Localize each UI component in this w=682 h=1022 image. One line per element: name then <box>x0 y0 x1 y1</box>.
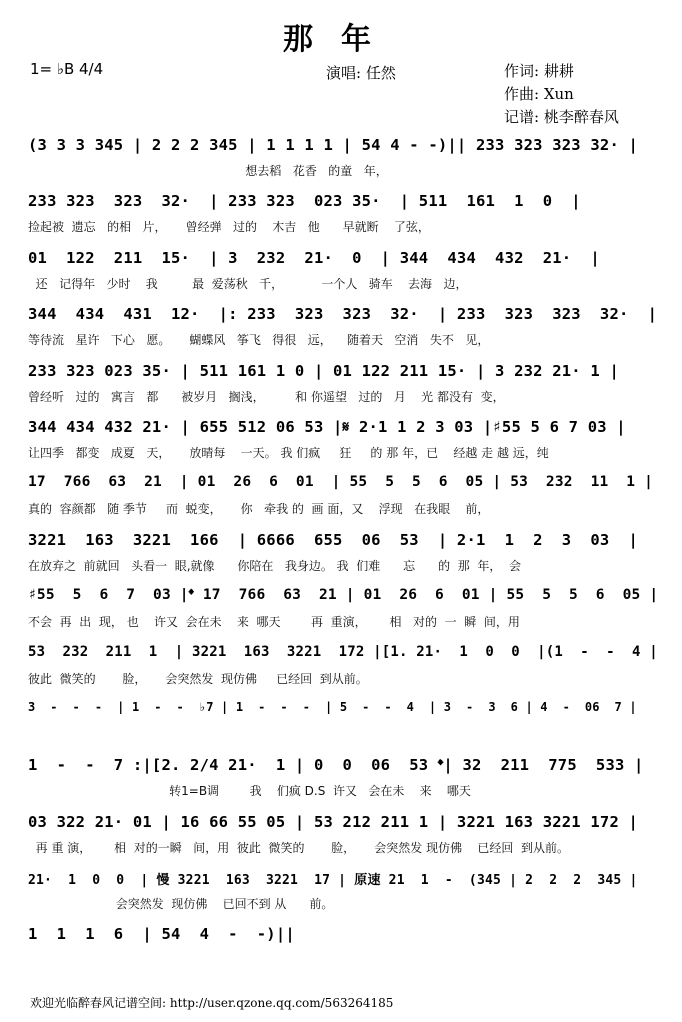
transcriber-credit: 记谱: 桃李醉春风 <box>504 108 619 126</box>
lyrics-line: 捡起被 遗忘 的相 片， 曾经弹 过的 木吉 他 早就断 了弦， <box>28 220 430 235</box>
lyrics-line: 等待流 星许 下心 愿。 蝴蝶风 筝飞 得很 远， 随着天 空消 失不 见， <box>28 333 490 348</box>
notation-line: (3 3 3 345 | 2 2 2 345 | 1 1 1 1 | 54 4 - -)|| 233 323 323 32· | <box>28 136 639 154</box>
notation-line: 01 122 211 15· | 3 232 21· 0 | 344 434 432 21· | <box>28 248 600 267</box>
score-system <box>28 412 658 468</box>
lyrics-line: 还 记得年 少时 我 最 爱荡秋 千， 一个人 骑车 去海 边， <box>28 276 468 291</box>
notation-line: 3221 163 3221 166 | 6666 655 06 53 | 2·1 1 2 3 03 | <box>28 530 639 549</box>
credits-block <box>504 60 619 129</box>
score-system <box>28 863 658 919</box>
lyricist-credit: 作词: 耕耕 <box>504 62 574 80</box>
score-system <box>28 356 658 412</box>
lyrics-line: 转1=B调 我 们疯 D.S 许又 会在未 来 哪天 <box>28 784 471 799</box>
score-system <box>28 694 658 750</box>
notation-line: 344 434 431 12· |: 233 323 323 32· | 233 323 323 32· | <box>28 305 658 324</box>
notation-line: 3 - - - | 1 - - ♭7 | 1 - - - | 5 - - 4 | 3 - 3 6 | 4 - 06 7 | <box>28 699 637 714</box>
notation-line: ♯55 5 6 7 03 |𝄌 17 766 63 21 | 01 26 6 01 | 55 5 5 6 05 | <box>28 587 659 604</box>
score-system <box>28 525 658 581</box>
notation-line: 344 434 432 21· | 655 512 06 53 |𝄋 2·1 1 2 3 03 |♯55 5 6 7 03 | <box>28 417 626 436</box>
notation-line: 233 323 323 32· | 233 323 023 35· | 511 161 1 0 | <box>28 192 581 211</box>
lyrics-line: 在放弃之 前就回 头看一 眼,就像 你陪在 我身边。 我 们难 忘 的 那 年， 会 <box>28 558 521 573</box>
footer-link-text: 欢迎光临醉春风记谱空间: http://user.qzone.qq.com/563264185 <box>30 996 394 1010</box>
score <box>28 130 658 976</box>
lyrics-line: 再 重 演， 相 对的一瞬 间，用 彼此 微笑的 脸， 会突然发 现仿佛 已经回 到从前。 <box>28 840 569 855</box>
lyrics-line: 彼此 微笑的 脸， 会突然发 现仿佛 已经回 到从前。 <box>28 671 368 686</box>
key-signature: 1= ♭B 4/4 <box>30 60 104 78</box>
lyrics-line: 让四季 都变 成夏 天， 放晴每 一天。 我 们疯 狂 的 那 年，已 经越 走 越 远，纯 <box>28 445 549 460</box>
score-system <box>28 468 658 524</box>
score-system <box>28 243 658 299</box>
singer-credit: 演唱: 任然 <box>326 64 396 82</box>
lyrics-line: 会突然发 现仿佛 已回不到 从 前。 <box>28 897 334 912</box>
score-system <box>28 919 658 975</box>
score-system <box>28 638 658 694</box>
score-system <box>28 750 658 806</box>
composer-credit: 作曲: Xun <box>504 85 574 103</box>
notation-line: 1 1 1 6 | 54 4 - -)|| <box>28 925 295 944</box>
notation-line: 233 323 023 35· | 511 161 1 0 | 01 122 211 15· | 3 232 21· 1 | <box>28 361 619 380</box>
notation-line: 53 232 211 1 | 3221 163 3221 172 |[1. 21· 1 0 0 |(1 - - 4 | <box>28 643 658 660</box>
score-system <box>28 130 658 186</box>
song-title: 那年 <box>283 22 399 57</box>
lyrics-line: 真的 容颜都 随 季节 而 蜕变， 你 牵我 的 画 面，又 浮现 在我眼 前， <box>28 502 490 517</box>
score-system <box>28 581 658 637</box>
notation-line: 03 322 21· 01 | 16 66 55 05 | 53 212 211 1 | 3221 163 3221 172 | <box>28 812 639 831</box>
lyrics-line: 不会 再 出 现， 也 许又 会在未 来 哪天 再 重演， 相 对的 一 瞬 间，用 <box>28 615 520 630</box>
notation-line: 1 - - 7 :|[2. 2/4 21· 1 | 0 0 06 53 𝄌| 32 211 775 533 | <box>28 756 644 775</box>
notation-line: 17 766 63 21 | 01 26 6 01 | 55 5 5 6 05 | 53 232 11 1 | <box>28 474 654 491</box>
score-system <box>28 299 658 355</box>
score-system <box>28 186 658 242</box>
score-system <box>28 807 658 863</box>
notation-line: 21· 1 0 0 | 慢 3221 163 3221 17 | 原速 21 1 - (345 | 2 2 2 345 | <box>28 873 638 889</box>
lyrics-line: 想去稻 花香 的童 年， <box>28 164 388 178</box>
lyrics-line: 曾经听 过的 寓言 都 被岁月 搁浅， 和 你遥望 过的 月 光 都没有 变， <box>28 389 505 404</box>
